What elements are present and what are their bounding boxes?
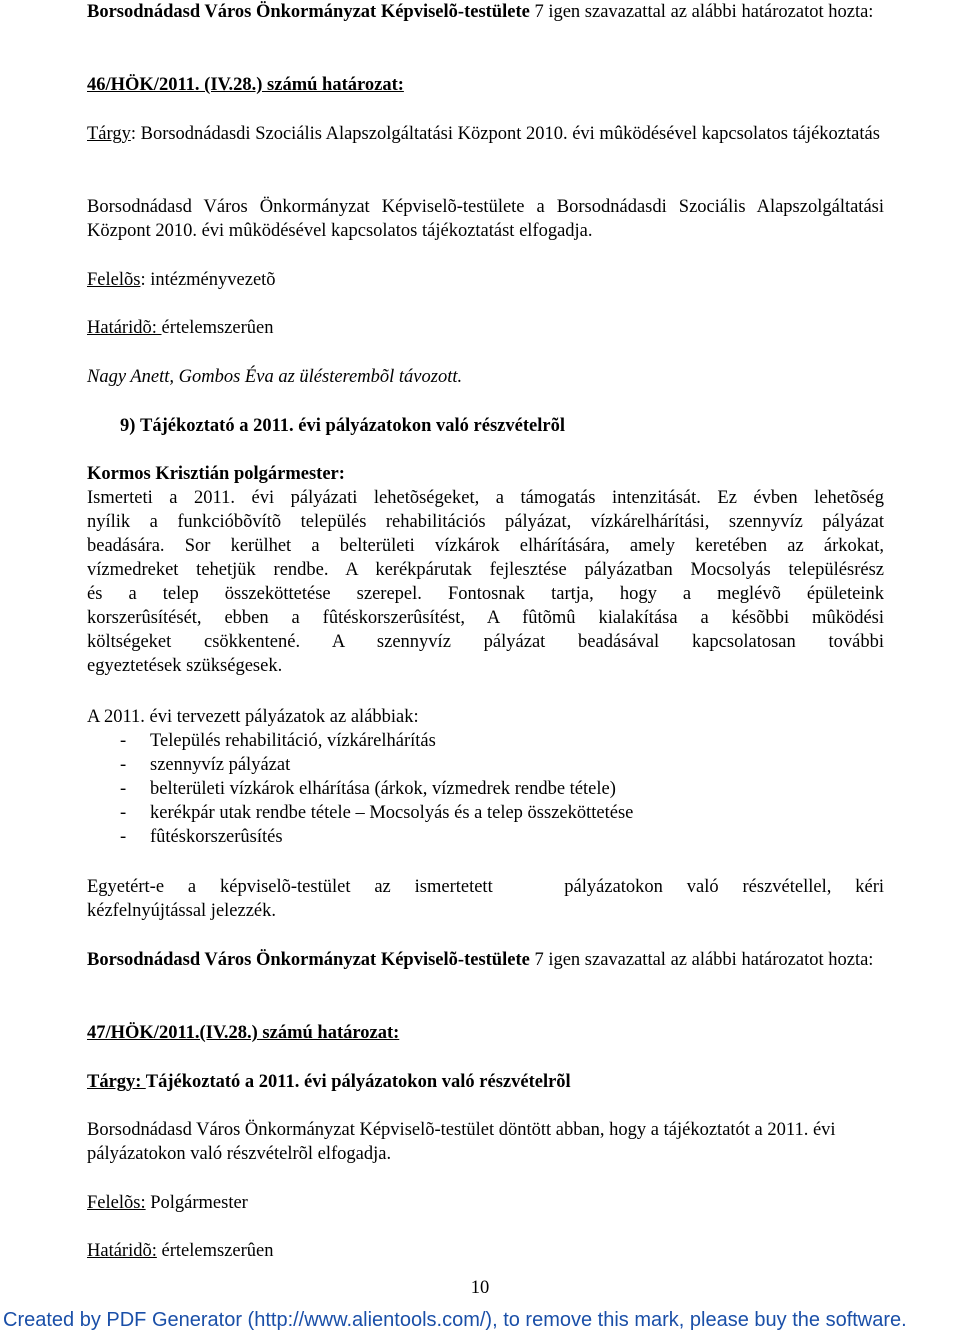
s1-deadline bbox=[87, 316, 884, 340]
s2-responsible bbox=[87, 1191, 884, 1215]
item-title: Tájékoztató a 2011. évi pályázatokon való részvételrõl bbox=[140, 416, 565, 436]
bullet-dash: - bbox=[120, 779, 127, 799]
responsible-label: Felelõs bbox=[87, 270, 141, 290]
deadline-label: Határidõ: bbox=[87, 318, 162, 338]
vote-text: 7 igen szavazattal az alábbi határozatot hozta: bbox=[529, 950, 874, 970]
deadline-value: értelemszerûen bbox=[156, 1241, 274, 1261]
council-name: Borsodnádasd Város Önkormányzat Képviselõ-testülete bbox=[87, 950, 530, 970]
list-item-text: kerékpár utak rendbe tétele – Mocsolyás és a telep összeköttetése bbox=[150, 803, 634, 823]
s1-vote-intro bbox=[87, 0, 884, 24]
planned-list bbox=[87, 729, 884, 849]
speech-line: vízmedreket tehetjük rendbe. A kerékpárutak fejlesztése pályázatban Mocsolyás településrész bbox=[87, 560, 884, 580]
question-paragraph bbox=[87, 875, 884, 923]
speech-line: Ismerteti a 2011. évi pályázati lehetõségeket, a támogatás intenzitását. Ez évben lehetõség bbox=[87, 488, 884, 508]
list-item bbox=[87, 753, 884, 777]
s2-deadline bbox=[87, 1239, 884, 1263]
speaker-name: Kormos Krisztián polgármester: bbox=[87, 464, 345, 484]
list-item-text: Település rehabilitáció, vízkárelhárítás bbox=[150, 731, 436, 751]
s1-resolution-number: 46/HÖK/2011. (IV.28.) számú határozat: bbox=[87, 75, 404, 95]
council-name: Borsodnádasd Város Önkormányzat Képviselõ-testülete bbox=[87, 2, 530, 22]
s1-responsible bbox=[87, 268, 884, 292]
speech-line: nyílik a funkcióbõvítõ település rehabilitációs pályázat, vízkárelhárítási, szennyvíz pályázat bbox=[87, 512, 884, 532]
item-number: 9) bbox=[120, 416, 136, 436]
page-number: 10 bbox=[470, 1278, 490, 1298]
deadline-label: Határidõ: bbox=[87, 1241, 157, 1261]
bullet-dash: - bbox=[120, 827, 127, 847]
speech-line: és a telep összeköttetése szerepel. Fontosnak tartja, hogy a meglévõ épületeink bbox=[87, 584, 884, 604]
deadline-value: értelemszerûen bbox=[161, 318, 274, 338]
list-item bbox=[87, 777, 884, 801]
planned-intro: A 2011. évi tervezett pályázatok az alábbiak: bbox=[87, 707, 419, 727]
speech-line: költségeket csökkentené. A szennyvíz pályázat beadásával kapcsolatosan további bbox=[87, 632, 884, 652]
speech-line: korszerûsítését, ebben a fûtéskorszerûsítést, A fûtõmû kialakítása a késõbbi mûködési bbox=[87, 608, 884, 628]
speech-paragraph bbox=[87, 486, 884, 678]
bullet-dash: - bbox=[120, 803, 127, 823]
subject-text: : Borsodnádasdi Szociális Alapszolgáltatási Központ 2010. évi mûködésével kapcsolatos tájékoztatás bbox=[130, 124, 880, 144]
list-item bbox=[87, 729, 884, 753]
subject-label: Tárgy: bbox=[87, 1072, 146, 1092]
s2-resolution-number: 47/HÖK/2011.(IV.28.) számú határozat: bbox=[87, 1023, 400, 1043]
speech-line: egyeztetések szükségesek. bbox=[87, 656, 283, 676]
vote-text: 7 igen szavazattal az alábbi határozatot hozta: bbox=[529, 2, 874, 22]
list-item bbox=[87, 801, 884, 825]
s2-subject bbox=[87, 1070, 884, 1094]
agenda-item-9 bbox=[120, 414, 917, 438]
list-item-text: szennyvíz pályázat bbox=[150, 755, 291, 775]
pdf-generator-watermark: Created by PDF Generator (http://www.alientools.com/), to remove this mark, please buy the software. bbox=[3, 1309, 907, 1331]
bullet-dash: - bbox=[120, 755, 127, 775]
s2-decision: Borsodnádasd Város Önkormányzat Képviselõ-testület döntött abban, hogy a tájékoztatót a 2011. évi pályázatokon való részvételrõl elfogadja. bbox=[87, 1120, 836, 1164]
s2-vote-intro bbox=[87, 948, 884, 972]
subject-label: Tárgy bbox=[87, 124, 131, 144]
departure-note: Nagy Anett, Gombos Éva az ülésterembõl távozott. bbox=[87, 367, 463, 387]
question-line: Egyetért-e a képviselõ-testület az ismertetett pályázatokon való részvétellel, kéri bbox=[87, 877, 884, 897]
subject-text: Tájékoztató a 2011. évi pályázatokon való részvételrõl bbox=[145, 1072, 571, 1092]
responsible-label: Felelõs: bbox=[87, 1193, 146, 1213]
speech-line: beadására. Sor kerülhet a belterületi vízkárok elhárítására, amely keretében az árkokat, bbox=[87, 536, 884, 556]
s1-decision: Borsodnádasd Város Önkormányzat Képviselõ-testülete a Borsodnádasdi Szociális Alapszolgáltatási Központ 2010. évi mûködésével kapcsolatos tájékoztatást elfogadja. bbox=[87, 197, 884, 241]
list-item-text: belterületi vízkárok elhárítása (árkok, vízmedrek rendbe tétele) bbox=[150, 779, 616, 799]
question-line: kézfelnyújtással jelezzék. bbox=[87, 901, 277, 921]
list-item-text: fûtéskorszerûsítés bbox=[150, 827, 283, 847]
responsible-value: Polgármester bbox=[145, 1193, 248, 1213]
bullet-dash: - bbox=[120, 731, 127, 751]
s1-subject bbox=[87, 122, 884, 146]
list-item bbox=[87, 825, 884, 849]
responsible-value: : intézményvezetõ bbox=[140, 270, 276, 290]
